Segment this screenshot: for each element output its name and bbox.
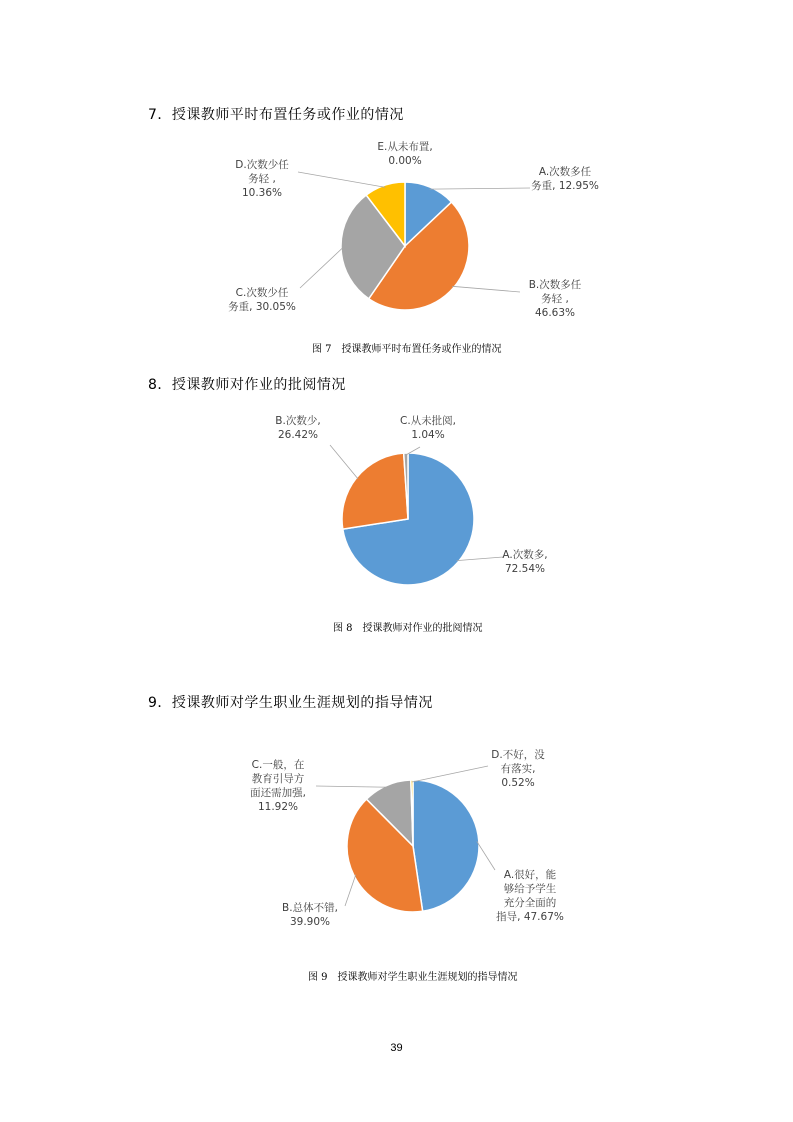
data-label-line-assignment-3-0: D.次数少任 <box>235 159 289 171</box>
data-label-grading-2 <box>400 414 456 441</box>
leader-line-assignment-3 <box>298 172 385 187</box>
data-label-line-guidance-0-0: A.很好，能 <box>503 869 557 881</box>
data-label-guidance-3 <box>491 748 545 789</box>
data-label-assignment-3 <box>235 158 289 199</box>
leader-line-grading-0 <box>457 557 503 561</box>
data-label-assignment-1 <box>529 278 582 319</box>
leader-line-assignment-0 <box>430 188 531 189</box>
data-label-line-grading-2-0: C.从未批阅, <box>399 415 457 427</box>
leader-line-guidance-0 <box>477 841 495 870</box>
pie-slice-grading-1 <box>342 453 408 529</box>
page-number: 39 <box>390 1042 403 1054</box>
data-label-line-assignment-1-2: 46.63% <box>534 307 576 319</box>
data-label-line-grading-1-0: B.次数少, <box>275 415 321 427</box>
caption-figure-8: 图 8 授课教师对作业的批阅情况 <box>333 623 483 634</box>
data-label-line-guidance-1-1: 39.90% <box>289 916 331 928</box>
leader-line-grading-1 <box>330 445 358 479</box>
data-label-line-assignment-2-0: C.次数少任 <box>235 287 289 299</box>
data-label-line-guidance-2-2: 面还需加强, <box>250 787 306 799</box>
data-label-guidance-2 <box>250 758 306 813</box>
data-label-line-grading-0-0: A.次数多, <box>502 549 548 561</box>
data-label-guidance-1 <box>282 901 338 928</box>
data-label-line-assignment-0-1: 务重, 12.95% <box>531 180 599 192</box>
pie-chart-career-guidance <box>0 740 793 940</box>
heading-section-8: 8．授课教师对作业的批阅情况 <box>148 377 346 393</box>
data-label-line-grading-1-1: 26.42% <box>277 429 319 441</box>
data-label-assignment-0 <box>531 165 599 192</box>
data-label-line-assignment-0-0: A.次数多任 <box>538 166 592 178</box>
data-label-line-guidance-0-1: 够给予学生 <box>503 883 557 895</box>
data-label-line-guidance-2-3: 11.92% <box>257 801 299 813</box>
data-label-line-guidance-2-0: C.一般，在 <box>251 759 305 771</box>
pie-chart-assignment-frequency <box>0 130 793 340</box>
data-label-assignment-4 <box>377 140 432 167</box>
data-label-assignment-2 <box>228 286 296 313</box>
leader-line-assignment-2 <box>300 248 343 289</box>
data-label-line-assignment-4-1: 0.00% <box>388 155 422 167</box>
pie-chart-homework-grading <box>0 405 793 605</box>
data-label-line-grading-2-1: 1.04% <box>411 429 445 441</box>
data-label-line-guidance-3-2: 0.52% <box>501 777 535 789</box>
data-label-line-assignment-3-2: 10.36% <box>241 187 283 199</box>
leader-line-guidance-2 <box>316 786 388 787</box>
data-label-line-assignment-4-0: E.从未布置, <box>377 141 433 153</box>
data-label-line-guidance-1-0: B.总体不错, <box>282 902 338 914</box>
data-label-grading-0 <box>502 548 547 575</box>
data-label-line-grading-0-1: 72.54% <box>504 563 546 575</box>
data-label-line-guidance-3-1: 有落实, <box>500 763 536 775</box>
leader-line-assignment-1 <box>452 286 520 292</box>
data-label-line-assignment-2-1: 务重, 30.05% <box>228 301 296 313</box>
data-label-grading-1 <box>275 414 320 441</box>
leader-line-guidance-1 <box>345 875 356 906</box>
data-label-line-assignment-3-1: 务轻 , <box>248 173 276 185</box>
data-label-line-assignment-1-0: B.次数多任 <box>528 279 582 291</box>
data-label-line-guidance-0-3: 指导, 47.67% <box>496 911 564 923</box>
data-label-line-guidance-2-1: 教育引导方 <box>251 773 305 785</box>
data-label-line-guidance-0-2: 充分全面的 <box>503 897 557 909</box>
heading-section-7: 7．授课教师平时布置任务或作业的情况 <box>148 107 404 123</box>
data-label-guidance-0 <box>496 868 564 923</box>
caption-figure-7: 图 7 授课教师平时布置任务或作业的情况 <box>312 344 502 355</box>
caption-figure-9: 图 9 授课教师对学生职业生涯规划的指导情况 <box>308 972 518 983</box>
heading-section-9: 9．授课教师对学生职业生涯规划的指导情况 <box>148 695 433 711</box>
leader-line-guidance-3 <box>412 766 488 782</box>
pie-slice-guidance-0 <box>413 780 479 911</box>
data-label-line-guidance-3-0: D.不好，没 <box>491 749 545 761</box>
data-label-line-assignment-1-1: 务轻 , <box>541 293 569 305</box>
